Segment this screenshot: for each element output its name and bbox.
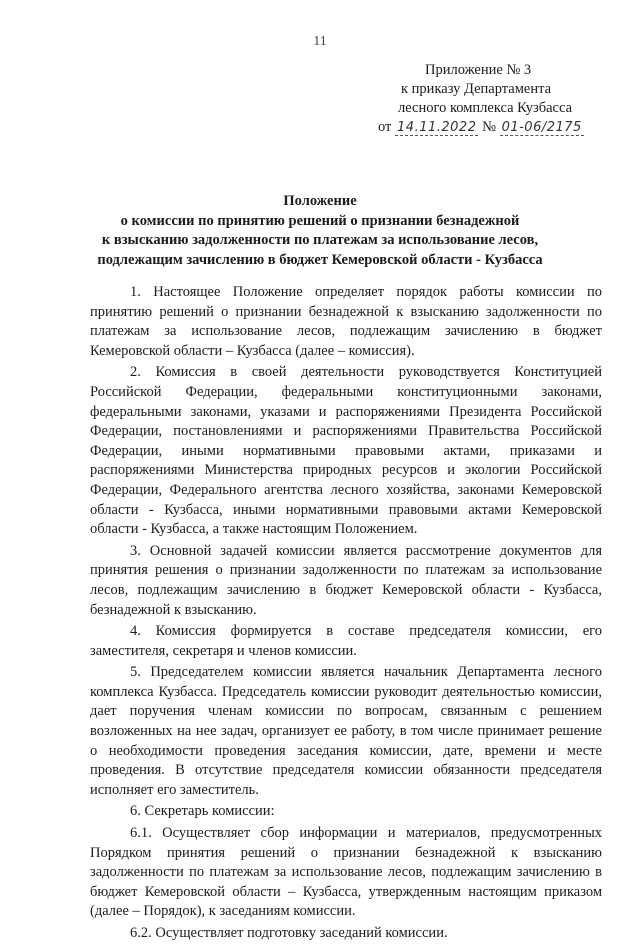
title-line-3: к взысканию задолженности по платежам за использование лесов, <box>101 232 539 248</box>
number-prefix: № <box>482 119 496 135</box>
appendix-line-department: лесного комплекса Кузбасса <box>398 100 573 116</box>
paragraph-1: 1. Настоящее Положение определяет порядок работы комиссии по принятию решений о признании безнадежной к взысканию задолженности по платежам за использование лесов, подлежащим зачислению в бюджет Кемеровской области – Кузбасса (далее – комиссия). <box>90 284 602 359</box>
paragraph-6-1: 6.1. Осуществляет сбор информации и материалов, предусмотренных Порядком принятия решений о признании безнадежной к взысканию задолженности по платежам за использование лесов, подлежащим зачислению в бюджет Кемеровской области – Кузбасса, утвержденным настоящим приказом (далее – Порядок), к заседаниям комиссии. <box>90 825 602 920</box>
paragraph-6-2: 6.2. Осуществляет подготовку заседаний комиссии. <box>130 925 448 941</box>
title-line-1: Положение <box>283 193 357 209</box>
appendix-line-order: к приказу Департамента <box>401 81 552 97</box>
appendix-header <box>358 61 628 137</box>
appendix-date-line <box>358 118 628 137</box>
paragraph-6: 6. Секретарь комиссии: <box>130 803 275 820</box>
handwritten-order-number: 01-06/2175 <box>501 120 582 135</box>
handwritten-date: 14.11.2022 <box>397 120 477 135</box>
paragraph-2: 2. Комиссия в своей деятельности руководствуется Конституцией Российской Федерации, федеральными конституционными законами, федеральными законами, указами и распоряжениями Президента Российской Федерации, постановлениями и распоряжениями Правительства Российской Федерации, иными нормативными правовыми актами, приказами и распоряжениями Министерства природных ресурсов и экологии Российской Федерации, Федерального агентства лесного хозяйства, законами Кемеровской области - Кузбасса, иными нормативными правовыми актами Кемеровской области - Кузбасса, а также настоящим Положением. <box>90 364 602 538</box>
title-line-2: о комиссии по принятию решений о признании безнадежной <box>120 212 520 229</box>
date-prefix: от <box>378 119 392 135</box>
paragraph-5: 5. Председателем комиссии является начальник Департамента лесного комплекса Кузбасса. Председатель комиссии руководит деятельностью комиссии, дает поручения членам комиссии по вопросам, связанным с решением возложенных на нее задач, организует ее работу, в том числе принимает решение о необходимости проведения заседания комиссии, дате, времени и месте проведения. В отсутствие председателя комиссии обязанности председателя исполняет его заместитель. <box>90 664 602 798</box>
document-title <box>20 192 620 270</box>
paragraph-4: 4. Комиссия формируется в составе председателя комиссии, его заместителя, секретаря и членов комиссии. <box>90 623 602 659</box>
page-number: 11 <box>313 34 327 49</box>
paragraph-3: 3. Основной задачей комиссии является рассмотрение документов для принятия решения о признании задолженности по платежам за использование лесов, подлежащим зачислению в бюджет Кемеровской области - Кузбасса, безнадежной к взысканию. <box>90 542 602 618</box>
title-line-4: подлежащим зачислению в бюджет Кемеровской области - Кузбасса <box>97 251 543 268</box>
appendix-line-number: Приложение № 3 <box>425 62 532 78</box>
document-body <box>90 283 602 944</box>
